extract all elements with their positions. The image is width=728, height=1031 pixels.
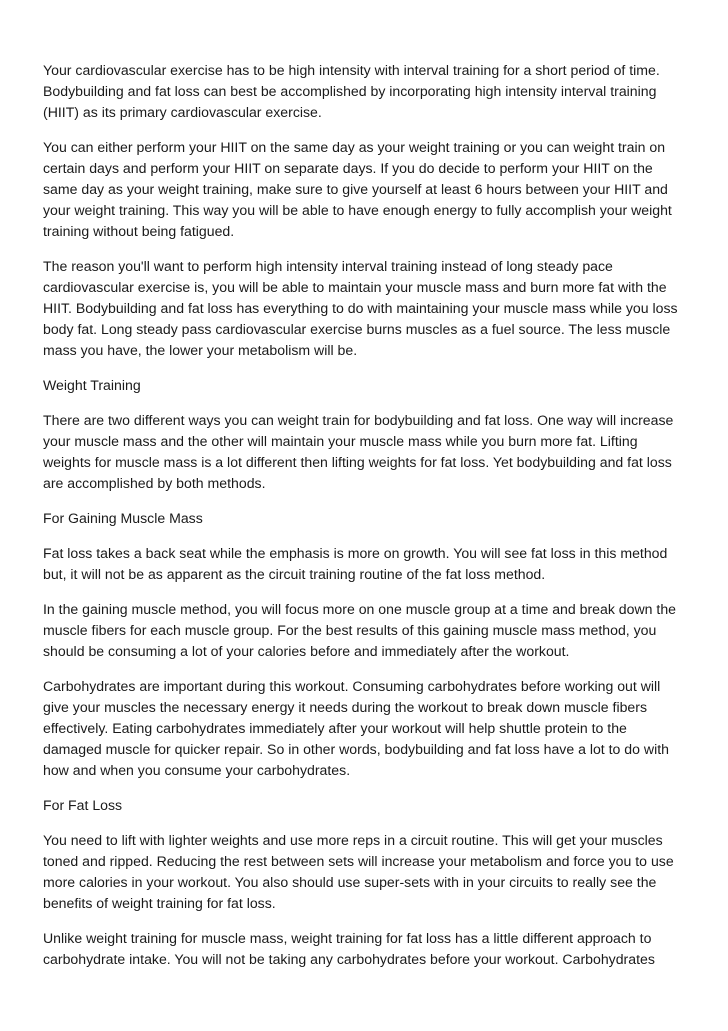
paragraph-hiit-reason: The reason you'll want to perform high intensity interval training instead of long steady pace cardiovascular exercise is, you will be able to maintain your muscle mass and burn more fat with the HIIT. Bodybuilding and fat loss has everything to do with maintaining your muscle mass while you loss body fat. Long steady pass cardiovascular exercise burns muscles as a fuel source. The less muscle mass you have, the lower your metabolism will be. xyxy=(43,258,678,358)
paragraph-hiit-intro: Your cardiovascular exercise has to be high intensity with interval training for a short period of time. Bodybuilding and fat loss can best be accomplished by incorporating high intensity interval training (HIIT) as its primary cardiovascular exercise. xyxy=(43,62,660,120)
section-heading-weight-training: Weight Training xyxy=(43,377,141,393)
paragraph-weight-training-ways: There are two different ways you can weight train for bodybuilding and fat loss. One way will increase your muscle mass and the other will maintain your muscle mass while you burn more fat. Lifting weights for muscle mass is a lot different then lifting weights for fat loss. Yet bodybuilding and fat loss are accomplished by both methods. xyxy=(43,412,674,491)
paragraph-gaining-muscle-method: In the gaining muscle method, you will focus more on one muscle group at a time and break down the muscle fibers for each muscle group. For the best results of this gaining muscle mass method, you should be consuming a lot of your calories before and immediately after the workout. xyxy=(43,601,677,659)
section-heading-fat-loss: For Fat Loss xyxy=(43,797,123,813)
paragraph-carbohydrates: Carbohydrates are important during this workout. Consuming carbohydrates before working out will give your muscles the necessary energy it needs during the workout to break down muscle fibers effectively. Eating carbohydrates immediately after your workout will help shuttle protein to the damaged muscle for quicker repair. So in other words, bodybuilding and fat loss have a lot to do with how and when you consume your carbohydrates. xyxy=(43,678,669,778)
paragraph-hiit-scheduling: You can either perform your HIIT on the same day as your weight training or you can weight train on certain days and perform your HIIT on separate days. If you do decide to perform your HIIT on the same day as your weight training, make sure to give yourself at least 6 hours between your HIIT and your weight training. This way you will be able to have enough energy to fully accomplish your weight training without being fatigued. xyxy=(43,139,672,239)
paragraph-carbohydrate-intake: Unlike weight training for muscle mass, weight training for fat loss has a little different approach to carbohydrate intake. You will not be taking any carbohydrates before your workout. Carbohydrates xyxy=(43,930,655,967)
paragraph-fat-loss-back-seat: Fat loss takes a back seat while the emphasis is more on growth. You will see fat loss in this method but, it will not be as apparent as the circuit training routine of the fat loss method. xyxy=(43,545,668,582)
document-page xyxy=(43,60,688,984)
section-heading-gaining-muscle-mass: For Gaining Muscle Mass xyxy=(43,510,203,526)
paragraph-lighter-weights: You need to lift with lighter weights and use more reps in a circuit routine. This will get your muscles toned and ripped. Reducing the rest between sets will increase your metabolism and force you to use more calories in your workout. You also should use super-sets with in your circuits to really see the benefits of weight training for fat loss. xyxy=(43,832,674,911)
